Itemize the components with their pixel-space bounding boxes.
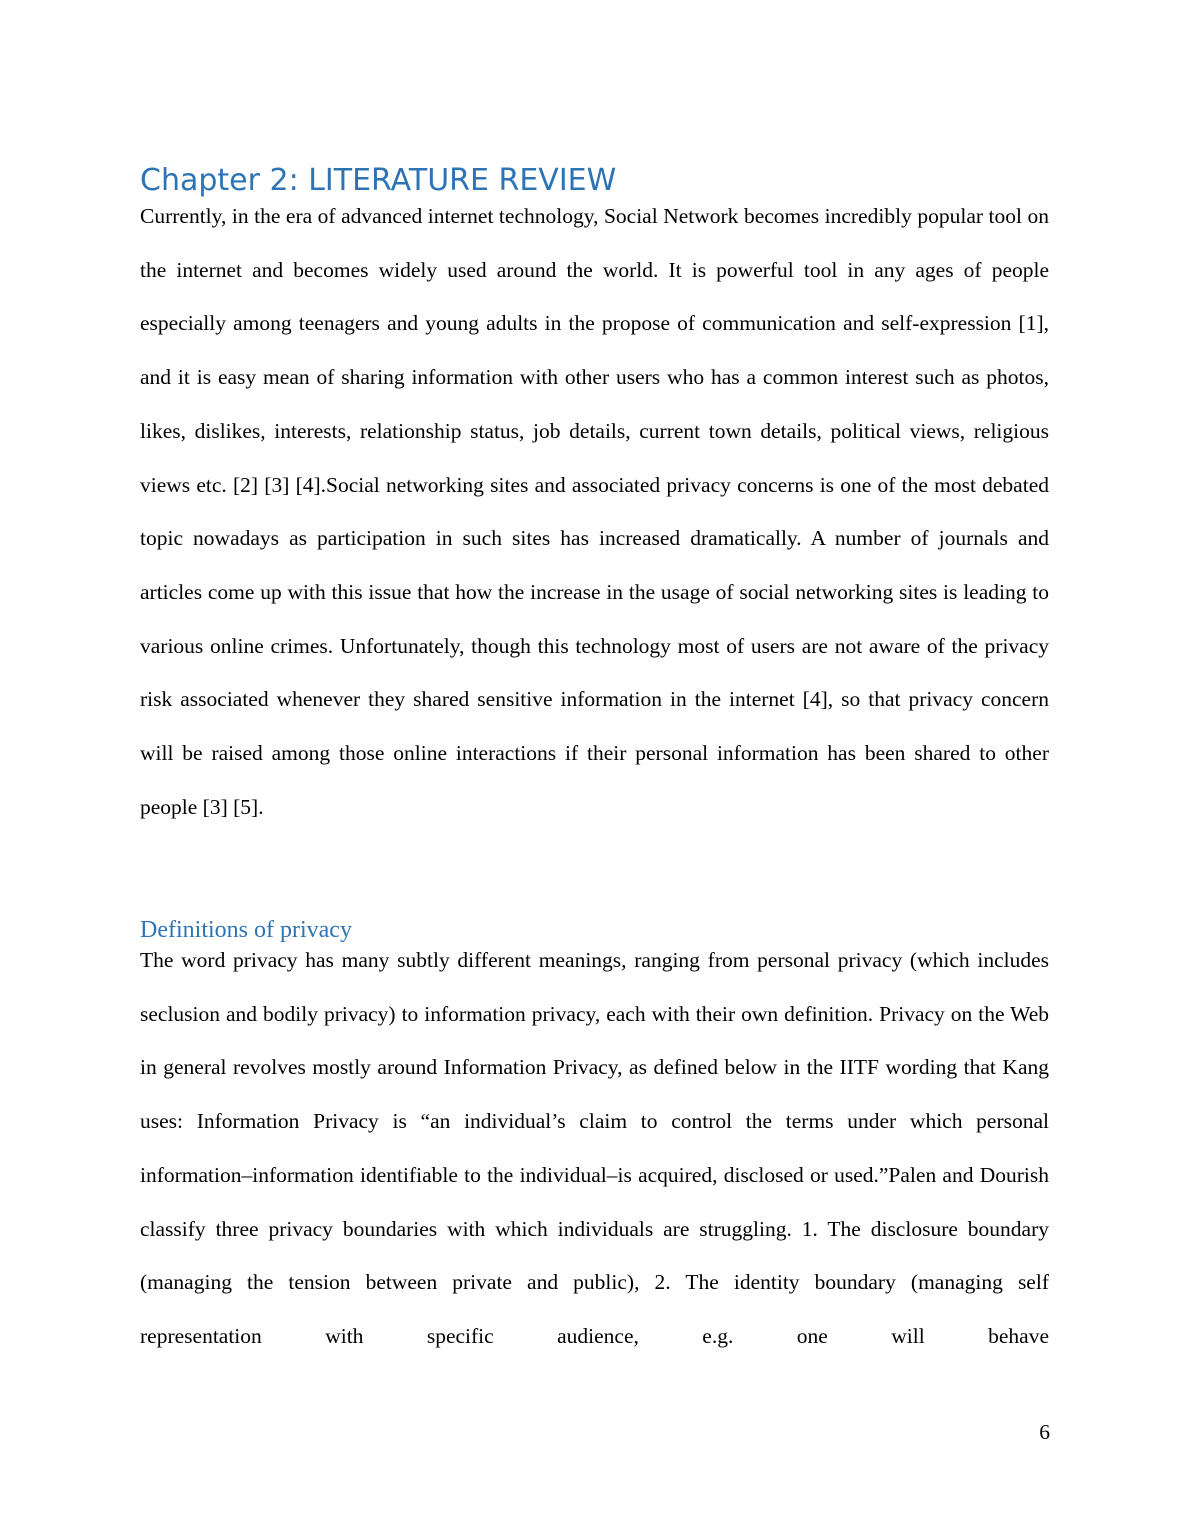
- intro-paragraph: Currently, in the era of advanced internet technology, Social Network becomes incredibly popular tool on the internet and becomes widely used around the world. It is powerful tool in any ages of people especially among teenagers and young adults in the propose of communication and self-expression [1], and it is easy mean of sharing information with other users who has a common interest such as photos, likes, dislikes, interests, relationship status, job details, current town details, political views, religious views etc. [2] [3] [4].Social networking sites and associated privacy concerns is one of the most debated topic nowadays as participation in such sites has increased dramatically. A number of journals and articles come up with this issue that how the increase in the usage of social networking sites is leading to various online crimes. Unfortunately, though this technology most of users are not aware of the privacy risk associated whenever they shared sensitive information in the internet [4], so that privacy concern will be raised among those online interactions if their personal information has been shared to other people [3] [5].: [140, 204, 1049, 819]
- page-number: 6: [1039, 1420, 1050, 1444]
- definitions-paragraph: The word privacy has many subtly different meanings, ranging from personal privacy (which includes seclusion and bodily privacy) to information privacy, each with their own definition. Privacy on the Web in general revolves mostly around Information Privacy, as defined below in the IITF wording that Kang uses: Information Privacy is “an individual’s claim to control the terms under which personal information–information identifiable to the individual–is acquired, disclosed or used.”Palen and Dourish classify three privacy boundaries with which individuals are struggling. 1. The disclosure boundary (managing the tension between private and public), 2. The identity boundary (managing self representation with specific audience, e.g. one will behave: [140, 948, 1049, 1348]
- chapter-title: Chapter 2: LITERATURE REVIEW: [140, 163, 617, 198]
- section-heading-definitions: Definitions of privacy: [140, 917, 352, 943]
